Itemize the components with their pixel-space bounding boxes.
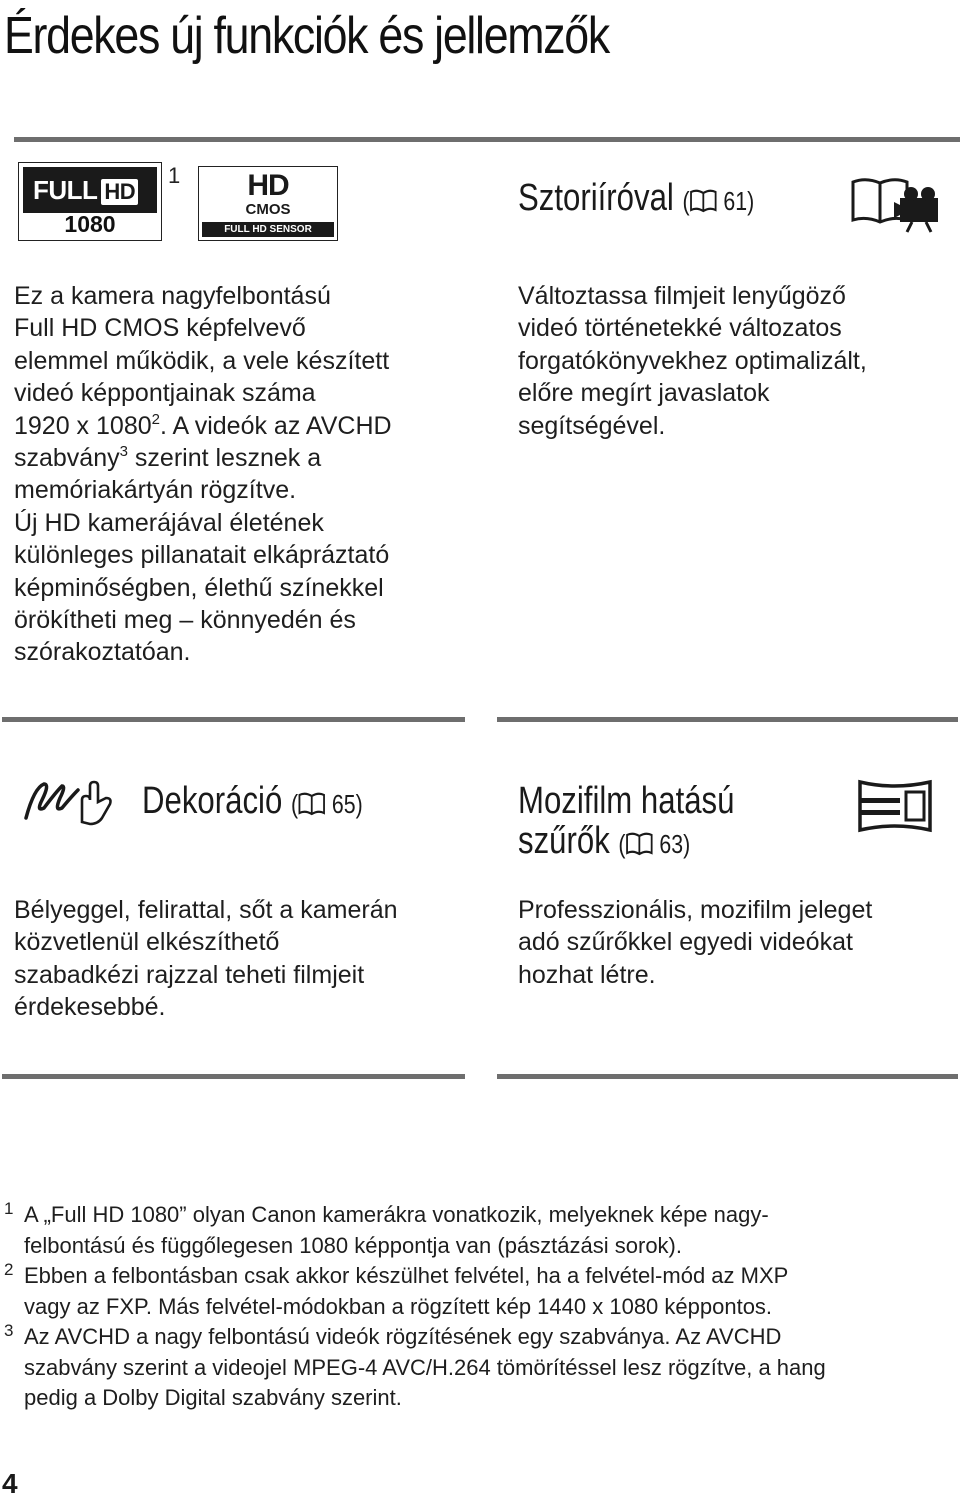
page-number: 4 [2,1468,18,1499]
footnote-number: 2 [4,1260,14,1279]
logo-footnote-mark: 1 [168,163,181,188]
full-hd-logo-number: 1080 [64,211,116,237]
story-creator-icon [850,176,942,234]
cmos-logo-hd: HD [247,169,289,202]
hd-cmos-logo [198,166,338,241]
footnote-3: 3 Az AVCHD a nagy felbontású videók rögzítésének egy szabványa. Az AVCHD szabvány szerint a videojel MPEG-4 AVC/H.264 tömörítéssel lesz rögzítve, a hang pedig a Dolby Digital szabvány szerint. [24,1322,954,1414]
footnote-1: 1 A „Full HD 1080” olyan Canon kamerákra vonatkozik, melyeknek képe nagy- felbontású és függőlegesen 1080 képpontja van (pásztázási sorok). [24,1200,944,1261]
story-heading: Sztoriíróval ( 61) [518,177,755,219]
footnote-number: 3 [4,1321,14,1340]
title-divider [14,137,960,142]
decoration-page-ref: ( 65) [290,789,363,819]
cinema-paragraph: Professzionális, mozifilm jeleget adó szűrőkkel egyedi videókat hozhat létre. [518,896,873,989]
section-divider-left [2,717,465,722]
footnote-number: 1 [4,1199,14,1218]
decoration-paragraph: Bélyeggel, felirattal, sőt a kamerán közvetlenül elkészíthető szabadkézi rajzzal teheti filmjeit érdekesebbé. [14,896,398,1022]
story-page-ref: ( 61) [682,186,755,216]
page-title: Érdekes új funkciók és jellemzők [4,7,609,65]
decoration-hand-icon [22,778,118,826]
cinema-heading: Mozifilm hatású szűrők ( 63) [518,780,735,862]
full-hd-1080-logo [18,162,162,241]
intro-paragraph: Ez a kamera nagyfelbontású Full HD CMOS képfelvevő elemmel működik, a vele készített videó képpontjainak száma 1920 x 1080$^2$. A videók az AVCHD szabvány$^3$ szerint lesznek a memóriakártyán rögzítve. Új HD kamerájával életének különleges pillanatait elkápráztató képminőségben, élethű színekkel örökítheti meg – könnyedén és szórakoztatóan. [14,282,392,667]
cmos-logo-label: CMOS [245,201,291,218]
book-icon [298,792,326,816]
book-icon [690,189,718,213]
footnote-ref-3: 3 [119,443,128,461]
footnote-divider-right [497,1074,958,1079]
footnote-2: 2 Ebben a felbontásban csak akkor készülhet felvétel, ha a felvétel-mód az MXP vagy az FXP. Más felvétel-módokban a rögzített kép 1440 x 1080 képpontos. [24,1261,944,1322]
story-paragraph: Változtassa filmjeit lenyűgöző videó történetekké változatos forgatókönyvekhez optimalizált, előre megírt javaslatok segítségével. [518,282,867,440]
book-icon [626,832,654,856]
cmos-logo-band: FULL HD SENSOR [202,222,334,237]
full-hd-logo-band: FULL HD [23,167,157,213]
section-divider-right [497,717,958,722]
cinema-filter-icon [856,778,934,834]
decoration-heading: Dekoráció ( 65) [142,780,363,822]
footnote-divider-left [2,1074,465,1079]
cinema-page-ref: ( 63) [618,829,691,859]
footnote-ref-2: 2 [151,410,160,428]
